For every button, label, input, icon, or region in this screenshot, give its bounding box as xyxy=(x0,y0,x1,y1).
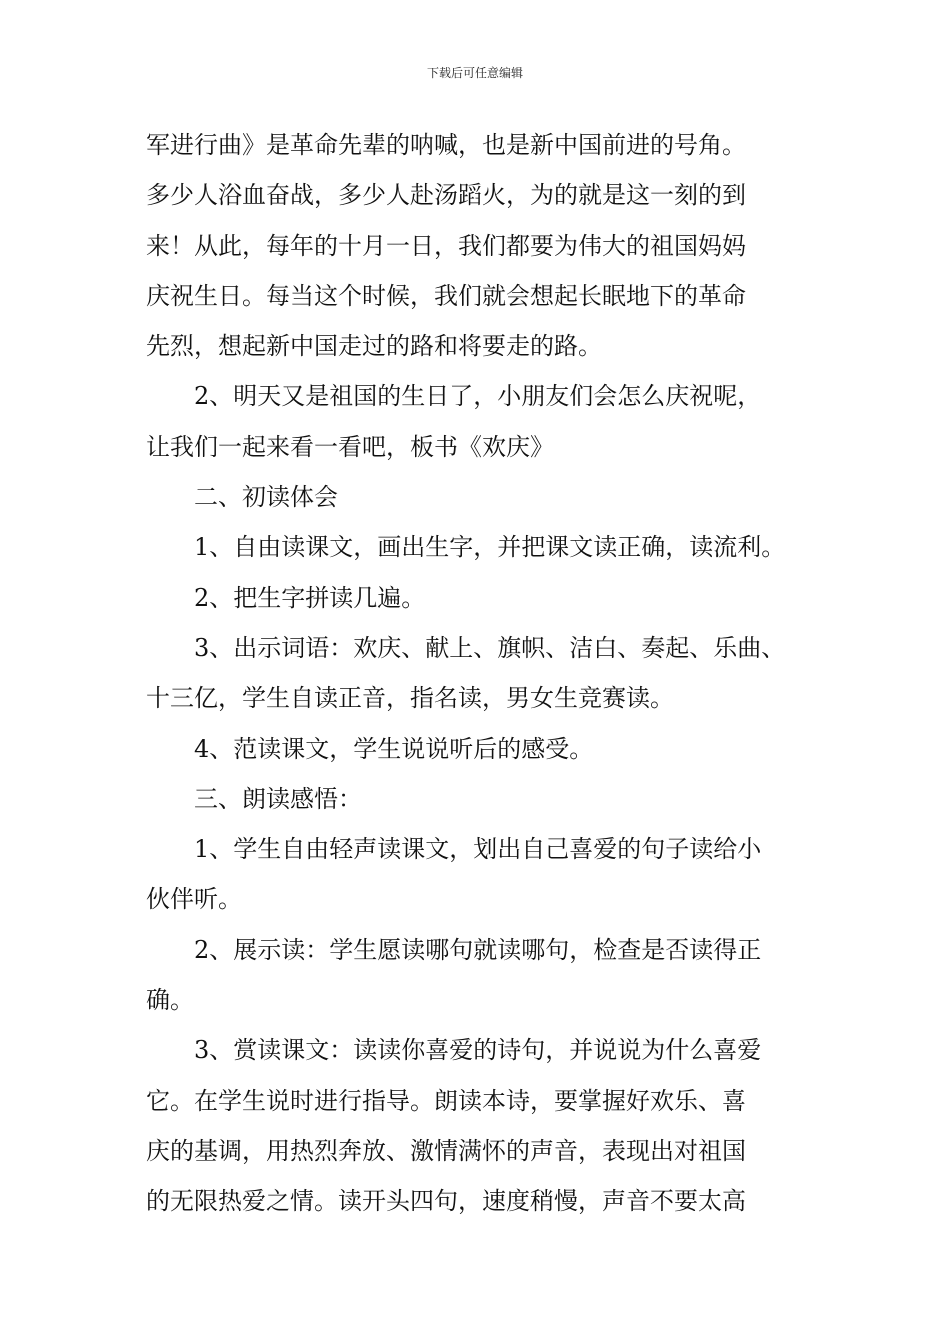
document-body xyxy=(146,120,814,1227)
body-text-line: 让我们一起来看一看吧，板书《欢庆》 xyxy=(146,432,554,461)
body-text-line: 4、范读课文，学生说说听后的感受。 xyxy=(194,734,594,763)
body-text-line: 庆祝生日。每当这个时候，我们就会想起长眠地下的革命 xyxy=(146,281,746,310)
body-text-line: 3、赏读课文：读读你喜爱的诗句，并说说为什么喜爱 xyxy=(194,1036,762,1065)
body-text-line: 的无限热爱之情。读开头四句，速度稍慢，声音不要太高 xyxy=(146,1187,746,1216)
body-text-line: 2、展示读：学生愿读哪句就读哪句，检查是否读得正 xyxy=(194,935,762,964)
body-text-line: 先烈，想起新中国走过的路和将要走的路。 xyxy=(146,332,602,361)
body-text-line: 来！从此，每年的十月一日，我们都要为伟大的祖国妈妈 xyxy=(146,231,746,260)
body-text-line: 三、朗读感悟： xyxy=(194,784,362,813)
body-text-line: 2、明天又是祖国的生日了，小朋友们会怎么庆祝呢， xyxy=(194,382,762,411)
body-text-line: 庆的基调，用热烈奔放、激情满怀的声音，表现出对祖国 xyxy=(146,1136,746,1165)
body-text-line: 军进行曲》是革命先辈的呐喊，也是新中国前进的号角。 xyxy=(146,131,746,159)
body-text-line: 十三亿，学生自读正音，指名读，男女生竞赛读。 xyxy=(146,684,674,713)
body-text-line: 1、学生自由轻声读课文，划出自己喜爱的句子读给小 xyxy=(194,835,762,864)
body-text-line: 二、初读体会 xyxy=(194,483,338,512)
body-text-line: 多少人浴血奋战，多少人赴汤蹈火，为的就是这一刻的到 xyxy=(146,181,746,210)
body-text-line: 3、出示词语：欢庆、献上、旗帜、洁白、奏起、乐曲、 xyxy=(194,633,786,662)
body-text-line: 2、把生字拼读几遍。 xyxy=(194,583,426,612)
body-text-line: 1、自由读课文，画出生字，并把课文读正确，读流利。 xyxy=(194,533,786,562)
body-text-line: 确。 xyxy=(146,986,194,1015)
page-header-note: 下载后可任意编辑 xyxy=(426,66,523,80)
body-text-line: 伙伴听。 xyxy=(146,885,242,914)
body-text-line: 它。在学生说时进行指导。朗读本诗，要掌握好欢乐、喜 xyxy=(146,1086,746,1115)
